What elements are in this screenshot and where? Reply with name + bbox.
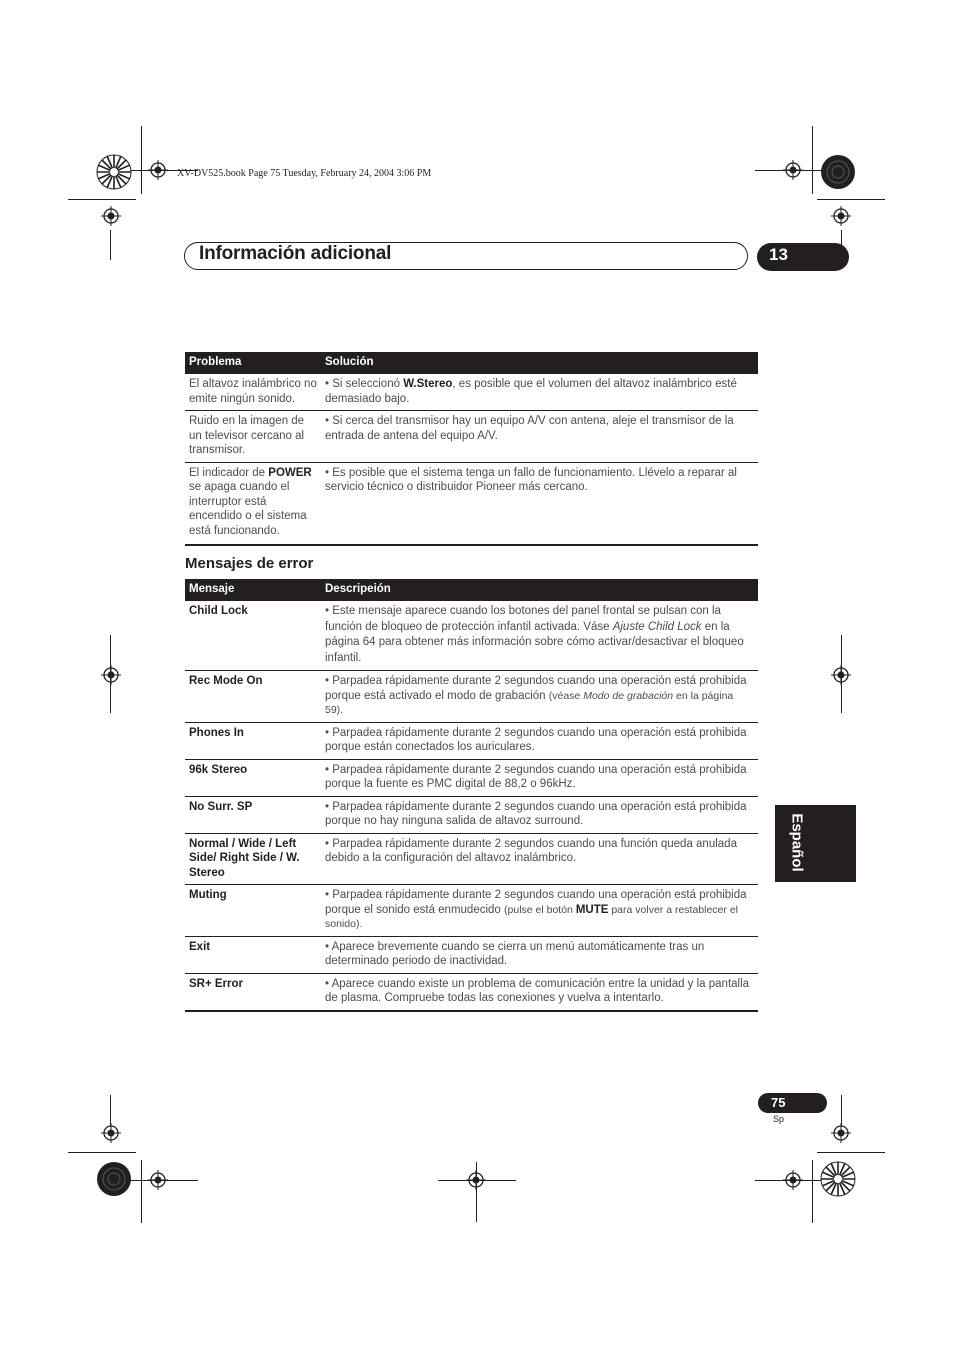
file-info: XV-DV525.book Page 75 Tuesday, February 24, 2004 3:06 PM — [177, 168, 432, 179]
description-cell: • Aparece cuando existe un problema de comunicación entre la unidad y la pantalla de plasma. Compruebe todas las conexiones y vuelva a intentarlo. — [321, 973, 758, 1011]
description-cell: • Parpadea rápidamente durante 2 segundos cuando una operación está prohibida porque la fuente es PMC digital de 88,2 o 96kHz. — [321, 759, 758, 796]
black-target-icon — [820, 154, 856, 190]
column-header: Solución — [321, 352, 758, 374]
starburst-target-icon — [96, 154, 132, 190]
message-cell: 96k Stereo — [185, 759, 321, 796]
page-language-code: Sp — [773, 1114, 785, 1124]
table-row — [185, 973, 758, 1011]
registration-mark-icon — [101, 665, 121, 685]
table-header-row — [185, 579, 758, 601]
table-row — [185, 885, 758, 937]
page-title: Información adicional — [199, 243, 392, 264]
registration-mark-icon — [831, 1123, 851, 1143]
black-target-icon — [96, 1161, 132, 1197]
table-row — [185, 601, 758, 671]
table-row — [185, 411, 758, 463]
problem-cell: El altavoz inalámbrico no emite ningún sonido. — [189, 378, 317, 405]
language-tab-label: Español — [788, 813, 806, 872]
message-cell: Child Lock — [189, 605, 248, 617]
column-header: Problema — [185, 352, 321, 374]
description-cell: • Parpadea rápidamente durante 2 segundos cuando una función queda anulada debido a la configuración del altavoz inalámbrico. — [321, 833, 758, 885]
description-cell: • Este mensaje aparece cuando los botones del panel frontal se pulsan con la función de bloqueo de protección infantil activada. Váse Ajuste Child Lock en la página 64 para obtener más información sobre cómo activar/desactivar el bloqueo infantil. — [325, 605, 744, 664]
solution-cell: • Es posible que el sistema tenga un fallo de funcionamiento. Llévelo a reparar al servicio técnico o distribuidor Pioneer más cercano. — [321, 462, 758, 545]
chapter-number: 13 — [757, 243, 849, 271]
language-tab — [775, 805, 856, 882]
starburst-target-icon — [820, 1161, 856, 1197]
registration-mark-icon — [831, 665, 851, 685]
page-number: 75 — [758, 1093, 827, 1113]
table-row — [185, 833, 758, 885]
solution-cell: • Si cerca del transmisor hay un equipo A/V con antena, aleje el transmisor de la entrada de antena del equipo A/V. — [321, 411, 758, 463]
message-cell: Rec Mode On — [185, 671, 321, 723]
registration-mark-icon — [783, 1170, 803, 1190]
table-row — [185, 936, 758, 973]
registration-mark-icon — [783, 160, 803, 180]
message-cell: Exit — [185, 936, 321, 973]
registration-mark-icon — [831, 206, 851, 226]
description-cell: • Parpadea rápidamente durante 2 segundos cuando una operación está prohibida porque el sonido está enmudecido (pulse el botón MUTE para volver a restablecer el sonido). — [321, 885, 758, 937]
description-cell: • Aparece brevemente cuando se cierra un menú automáticamente tras un determinado periodo de inactividad. — [321, 936, 758, 973]
registration-mark-icon — [148, 1170, 168, 1190]
problem-cell: Ruido en la imagen de un televisor cercano al transmisor. — [185, 411, 321, 463]
column-header: Descripeión — [321, 579, 758, 601]
message-cell: Phones In — [185, 722, 321, 759]
message-cell: Muting — [185, 885, 321, 937]
table-header-row — [185, 352, 758, 374]
table-row — [185, 759, 758, 796]
troubleshooting-table — [185, 352, 758, 546]
message-cell: Normal / Wide / Left Side/ Right Side / W. Stereo — [185, 833, 321, 885]
problem-cell: El indicador de POWER se apaga cuando el interruptor está encendido o el sistema está funcionando. — [185, 462, 321, 545]
section-title: Mensajes de error — [185, 555, 314, 572]
message-cell: No Surr. SP — [185, 796, 321, 833]
message-cell: SR+ Error — [185, 973, 321, 1011]
table-row — [185, 671, 758, 723]
table-row — [185, 722, 758, 759]
description-cell: • Parpadea rápidamente durante 2 segundos cuando una operación está prohibida porque no hay ninguna salida de altavoz surround. — [321, 796, 758, 833]
description-cell: • Parpadea rápidamente durante 2 segundos cuando una operación está prohibida porque están conectados los auriculares. — [321, 722, 758, 759]
table-row — [185, 374, 758, 411]
error-messages-table — [185, 579, 758, 1012]
column-header: Mensaje — [185, 579, 321, 601]
registration-mark-icon — [101, 1123, 121, 1143]
registration-mark-icon — [101, 206, 121, 226]
solution-cell: • Si seleccionó W.Stereo, es posible que el volumen del altavoz inalámbrico esté demasiado bajo. — [325, 378, 737, 405]
registration-mark-icon — [466, 1170, 486, 1190]
registration-mark-icon — [148, 160, 168, 180]
table-row — [185, 462, 758, 545]
table-row — [185, 796, 758, 833]
description-cell: • Parpadea rápidamente durante 2 segundos cuando una operación está prohibida porque está activado el modo de grabación (véase Modo de grabación en la página 59). — [321, 671, 758, 723]
